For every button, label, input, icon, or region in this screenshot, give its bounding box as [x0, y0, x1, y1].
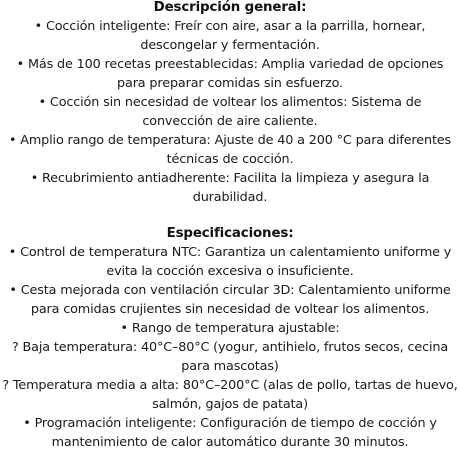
spec-item-smart-programming: • Programación inteligente: Configuración de tiempo de cocción y mantenimiento de calor automático durante 30 minutos. [23, 416, 437, 450]
general-item-no-flip-cooking: • Cocción sin necesidad de voltear los alimentos: Sistema de convección de aire caliente. [38, 95, 422, 129]
general-description-heading: Descripción general: [153, 0, 307, 15]
spec-item-3d-basket: • Cesta mejorada con ventilación circular 3D: Calentamiento uniforme para comidas crujientes sin necesidad de voltear los alimentos. [9, 283, 451, 317]
general-item-preset-recipes: • Más de 100 recetas preestablecidas: Amplia variedad de opciones para preparar comidas sin esfuerzo. [16, 57, 444, 91]
general-item-temperature-range: • Amplio rango de temperatura: Ajuste de 40 a 200 °C para diferentes técnicas de cocción. [8, 133, 452, 167]
general-item-smart-cooking: • Cocción inteligente: Freír con aire, asar a la parrilla, hornear, descongelar y fermentación. [34, 19, 426, 53]
spec-item-low-temperature: ? Baja temperatura: 40°C–80°C (yogur, antihielo, frutos secos, cecina para mascotas) [11, 340, 449, 374]
general-item-nonstick-coating: • Recubrimiento antiadherente: Facilita la limpieza y asegura la durabilidad. [30, 171, 430, 205]
specifications-heading: Especificaciones: [166, 226, 294, 241]
spec-item-medium-high-temperature: ? Temperatura media a alta: 80°C–200°C (alas de pollo, tartas de huevo, salmón, gajos de patata) [2, 378, 458, 412]
spec-item-adjustable-range: • Rango de temperatura ajustable: [120, 321, 340, 336]
spec-item-ntc-control: • Control de temperatura NTC: Garantiza un calentamiento uniforme y evita la cocción excesiva o insuficiente. [8, 245, 452, 279]
section-spacer [2, 207, 458, 224]
